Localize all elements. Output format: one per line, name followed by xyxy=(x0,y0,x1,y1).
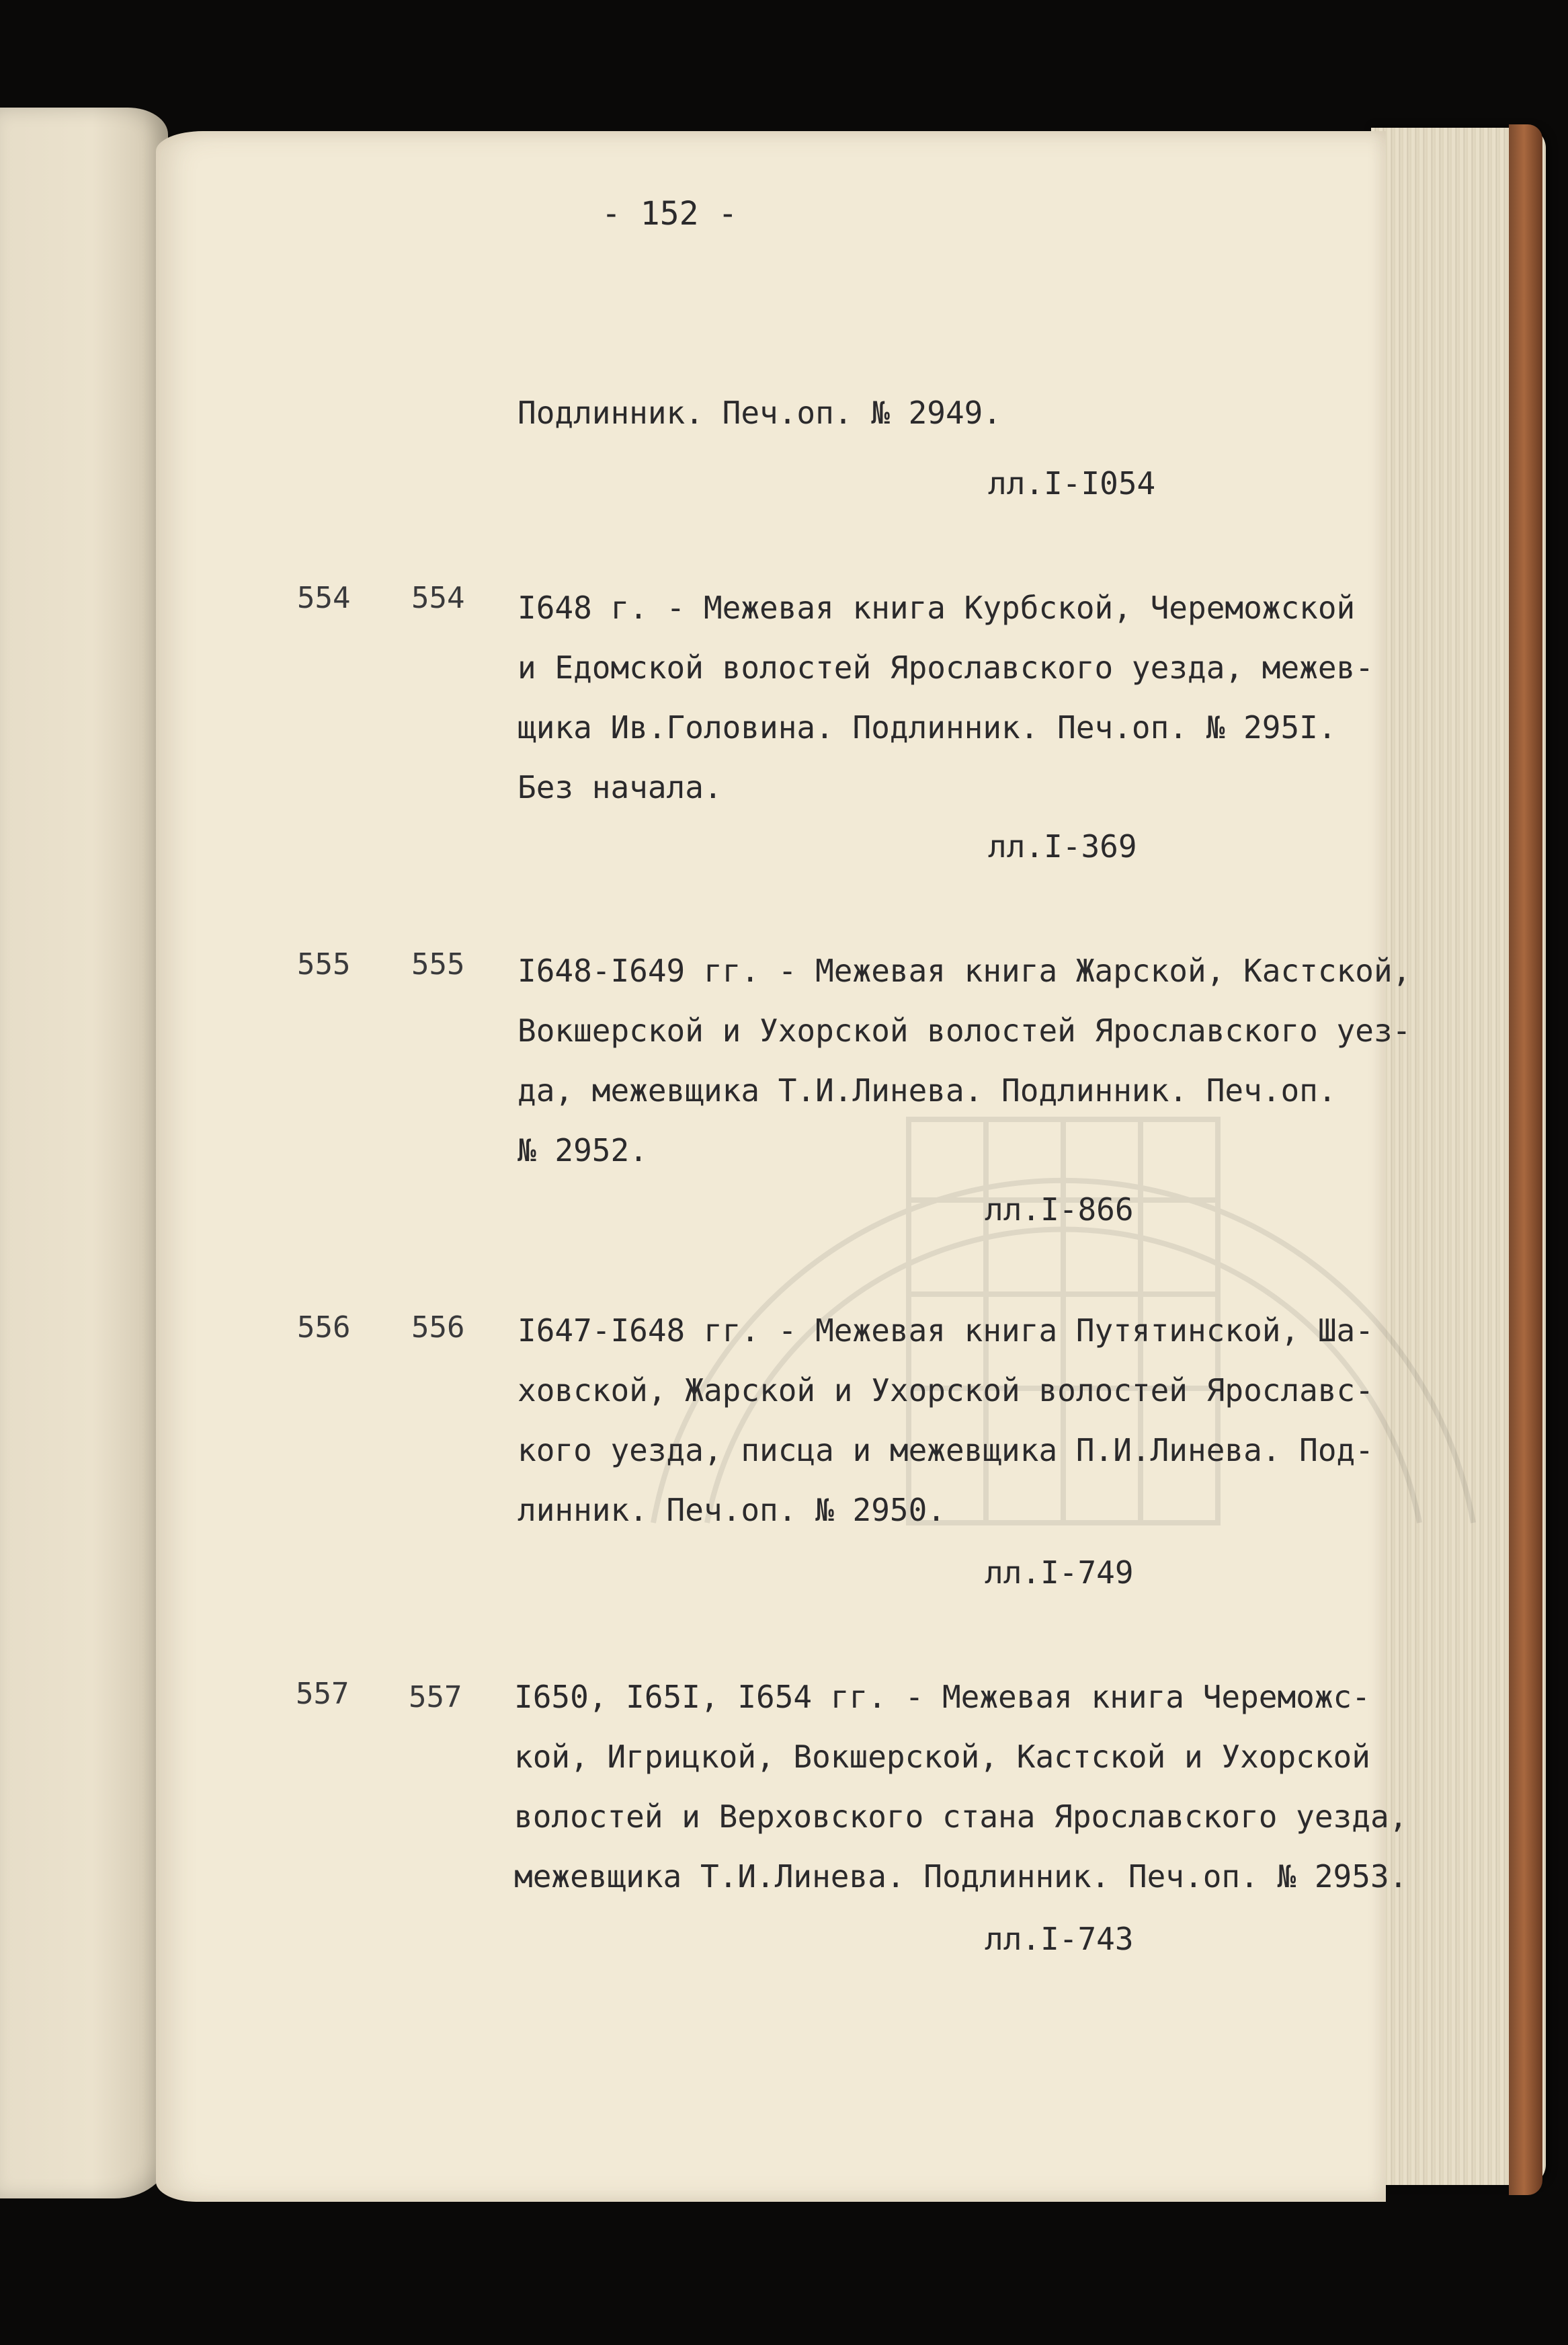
entry-text xyxy=(518,578,1374,818)
book-cover-edge xyxy=(1509,124,1542,2195)
entry-line: I648 г. - Межевая книга Курбской, Череможской xyxy=(518,590,1356,626)
entry-line: кой, Игрицкой, Вокшерской, Кастской и Ухорской xyxy=(514,1739,1370,1775)
entry-text xyxy=(518,941,1411,1181)
entry-line: I647-I648 гг. - Межевая книга Путятинской, Ша- xyxy=(518,1312,1374,1349)
entry-number-a: 554 xyxy=(297,581,351,615)
entry-line: Без начала. xyxy=(518,769,723,805)
entry-line: I650, I65I, I654 гг. - Межевая книга Череможс- xyxy=(514,1679,1370,1715)
previous-page-edge xyxy=(0,108,168,2198)
entry-number-a: 557 xyxy=(296,1677,349,1711)
entry-line: да, межевщика Т.И.Линева. Подлинник. Печ.оп. xyxy=(518,1072,1337,1109)
entry-line: I648-I649 гг. - Межевая книга Жарской, Кастской, xyxy=(518,953,1411,989)
entry-line: щика Ив.Головина. Подлинник. Печ.оп. № 295I. xyxy=(518,709,1337,746)
entry-number-b: 557 xyxy=(409,1680,462,1714)
entry-sheets: лл.I-369 xyxy=(988,828,1137,865)
entry-line: межевщика Т.И.Линева. Подлинник. Печ.оп. № 2953. xyxy=(514,1858,1408,1895)
entry-line: и Едомской волостей Ярославского уезда, межев- xyxy=(518,649,1374,686)
entry-line: Вокшерской и Ухорской волостей Ярославского уез- xyxy=(518,1012,1411,1049)
entry-line: волостей и Верховского стана Ярославского уезда, xyxy=(514,1798,1408,1835)
entry-line: № 2952. xyxy=(518,1132,648,1168)
entry-text xyxy=(518,1301,1374,1540)
entry-number-b: 554 xyxy=(411,581,465,615)
entry-line: ховской, Жарской и Ухорской волостей Ярославс- xyxy=(518,1372,1374,1408)
intro-text: Подлинник. Печ.оп. № 2949. xyxy=(518,395,1002,431)
entry-number-b: 556 xyxy=(411,1310,465,1345)
entry-sheets: лл.I-749 xyxy=(985,1554,1134,1591)
entry-sheets: лл.I-866 xyxy=(985,1191,1134,1228)
entry-line: кого уезда, писца и межевщика П.И.Линева. Под- xyxy=(518,1432,1374,1468)
intro-sheets: лл.I-I054 xyxy=(988,465,1156,502)
entry-sheets: лл.I-743 xyxy=(985,1921,1134,1957)
entry-text xyxy=(514,1667,1407,1907)
entry-number-a: 555 xyxy=(297,947,351,982)
entry-number-a: 556 xyxy=(297,1310,351,1345)
entry-number-b: 555 xyxy=(411,947,465,982)
page-number: - 152 - xyxy=(602,195,738,233)
entry-line: линник. Печ.оп. № 2950. xyxy=(518,1492,946,1528)
